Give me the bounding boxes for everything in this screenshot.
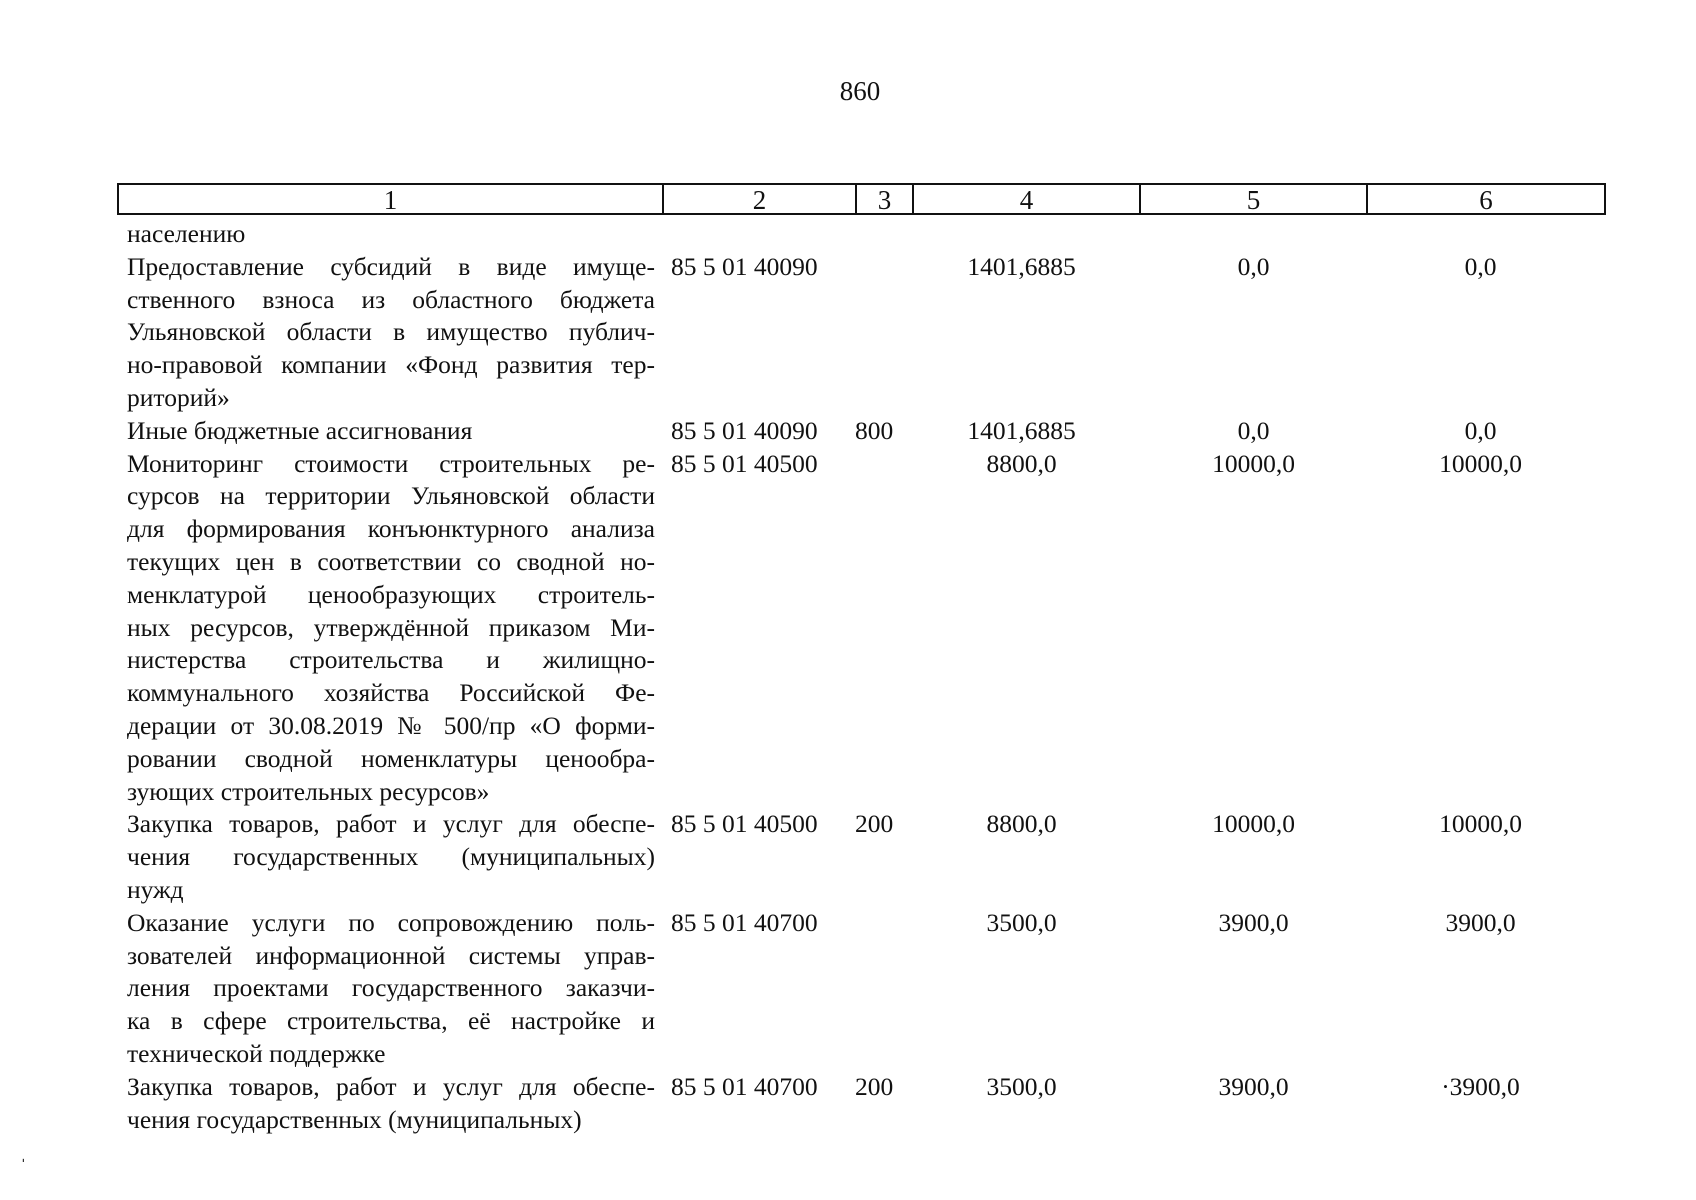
description-line: Оказание услуги по сопровождению поль- <box>127 907 655 937</box>
row-value-col-5: 0,0 <box>1237 251 1270 281</box>
row-value-col-4: 3500,0 <box>986 907 1057 937</box>
row-value-col-6: 10000,0 <box>1439 809 1522 839</box>
description-line: Предоставление субсидий в виде имуще- <box>127 251 655 281</box>
row-description <box>127 907 655 1071</box>
description-line: зующих строительных ресурсов» <box>127 776 490 806</box>
description-line: Закупка товаров, работ и услуг для обеспе- <box>127 809 655 839</box>
row-value-col-6: 0,0 <box>1464 415 1497 445</box>
row-value-col-4: 8800,0 <box>986 448 1057 478</box>
description-line: дерации от 30.08.2019 № 500/пр «О форми- <box>127 710 655 740</box>
stray-mark: ˈ <box>20 1156 27 1178</box>
header-col-6: 6 <box>1479 185 1493 215</box>
row-value-col-6: ·3900,0 <box>1441 1071 1520 1101</box>
page-number: 860 <box>839 76 881 106</box>
row-expense-type: 200 <box>855 809 894 839</box>
row-value-col-4: 1401,6885 <box>967 415 1076 445</box>
header-col-4: 4 <box>914 185 1141 213</box>
table-header <box>117 183 1606 215</box>
description-line: технической поддержке <box>127 1038 386 1068</box>
row-value-col-4: 8800,0 <box>986 809 1057 839</box>
description-line: ственного взноса из областного бюджета <box>127 284 655 314</box>
row-value-col-6: 3900,0 <box>1445 907 1516 937</box>
row-value-col-5: 3900,0 <box>1218 1071 1289 1101</box>
description-line: ка в сфере строительства, её настройке и <box>127 1006 655 1036</box>
row-expense-type: 800 <box>855 415 894 445</box>
row-code: 85 5 01 40500 <box>671 809 818 839</box>
table-row <box>127 218 1607 251</box>
row-value-col-4: 1401,6885 <box>967 251 1076 281</box>
description-line: ровании сводной номенклатуры ценообра- <box>127 743 655 773</box>
row-value-col-6: 10000,0 <box>1439 448 1522 478</box>
table-row <box>127 808 1607 906</box>
table-row <box>127 907 1607 1071</box>
header-col-5: 5 <box>1141 185 1368 213</box>
description-line: менклатурой ценообразующих строитель- <box>127 579 655 609</box>
row-value-col-5: 0,0 <box>1237 415 1270 445</box>
description-line: для формирования конъюнктурного анализа <box>127 514 655 544</box>
row-description <box>127 808 655 906</box>
row-value-col-5: 10000,0 <box>1212 448 1295 478</box>
row-value-col-5: 3900,0 <box>1218 907 1289 937</box>
row-description <box>127 448 655 809</box>
table-row <box>127 415 1607 448</box>
row-description <box>127 251 655 415</box>
header-col-2: 2 <box>664 185 857 213</box>
description-line: чения государственных (муниципальных) <box>127 1104 582 1134</box>
table-row <box>127 251 1607 415</box>
description-line: Мониторинг стоимости строительных ре- <box>127 448 655 478</box>
description-line: Закупка товаров, работ и услуг для обеспе- <box>127 1071 655 1101</box>
description-line: сурсов на территории Ульяновской области <box>127 481 655 511</box>
row-code: 85 5 01 40090 <box>671 415 818 445</box>
description-line: но-правовой компании «Фонд развития тер- <box>127 350 655 380</box>
row-code: 85 5 01 40700 <box>671 907 818 937</box>
header-col-3: 3 <box>857 185 914 213</box>
description-line: населению <box>127 219 246 248</box>
table-row <box>127 448 1607 809</box>
row-description <box>127 415 655 448</box>
description-line: нужд <box>127 874 184 904</box>
description-line: коммунального хозяйства Российской Фе- <box>127 678 655 708</box>
row-code: 85 5 01 40090 <box>671 251 818 281</box>
description-line: чения государственных (муниципальных) <box>127 842 655 872</box>
header-col-1: 1 <box>119 185 664 213</box>
row-value-col-5: 10000,0 <box>1212 809 1295 839</box>
description-line: Ульяновской области в имущество публич- <box>127 317 655 347</box>
table-row <box>127 1071 1607 1137</box>
description-line: текущих цен в соответствии со сводной но- <box>127 546 655 576</box>
description-line: ления проектами государственного заказчи- <box>127 973 655 1003</box>
row-description <box>127 1071 655 1137</box>
description-line: риторий» <box>127 382 230 412</box>
description-line: Иные бюджетные ассигнования <box>127 415 473 445</box>
row-value-col-6: 0,0 <box>1464 251 1497 281</box>
row-expense-type: 200 <box>855 1071 894 1101</box>
description-line: зователей информационной системы управ- <box>127 940 655 970</box>
row-description <box>127 218 655 251</box>
row-value-col-4: 3500,0 <box>986 1071 1057 1101</box>
row-code: 85 5 01 40700 <box>671 1071 818 1101</box>
row-code: 85 5 01 40500 <box>671 448 818 478</box>
table-body <box>127 218 1607 1136</box>
description-line: нистерства строительства и жилищно- <box>127 645 655 675</box>
description-line: ных ресурсов, утверждённой приказом Ми- <box>127 612 655 642</box>
